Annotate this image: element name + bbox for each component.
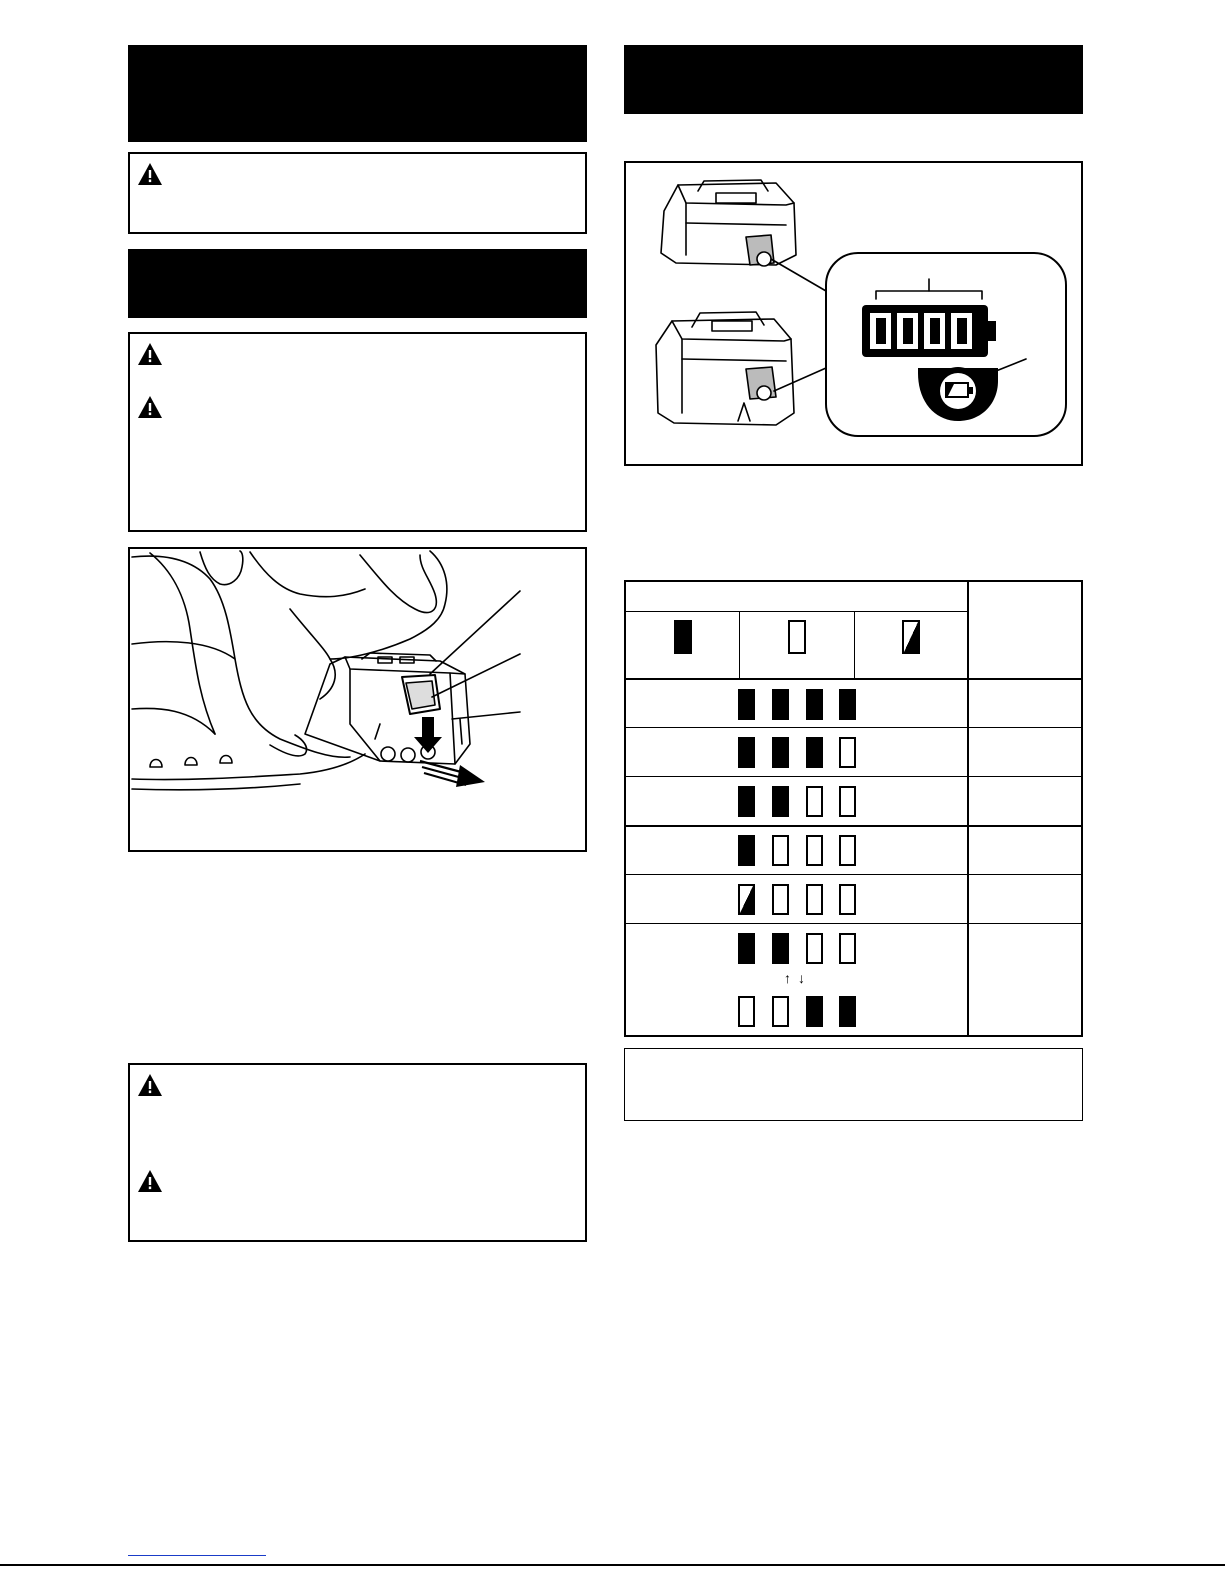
indicator-lamp (772, 737, 789, 768)
table-divider (739, 611, 740, 679)
section-header-band-2 (128, 249, 587, 318)
table-divider (854, 611, 855, 679)
indicator-lamp (738, 996, 755, 1027)
table-divider (626, 923, 1081, 924)
indicator-lamp (738, 786, 755, 817)
indicator-lamp (806, 933, 823, 964)
warning-triangle-icon (137, 395, 163, 419)
indicator-lamp (806, 996, 823, 1027)
warning-triangle-icon (137, 162, 163, 186)
indicator-lamp (839, 835, 856, 866)
lamp-blinking-icon (902, 620, 920, 654)
battery-indicator-illustration (626, 163, 1081, 464)
arrow-up-icon: ↑ (784, 970, 791, 986)
indicator-table (624, 580, 1083, 1037)
indicator-lamp (738, 933, 755, 964)
battery-install-figure (128, 547, 587, 852)
warning-box-3 (128, 1063, 587, 1242)
section-header-band-3 (624, 45, 1083, 114)
indicator-lamp (839, 884, 856, 915)
indicator-lamp (772, 689, 789, 720)
table-divider (626, 678, 1081, 680)
arrow-down-icon: ↓ (798, 970, 805, 986)
indicator-lamp (806, 835, 823, 866)
indicator-lamp (839, 933, 856, 964)
indicator-lamp (839, 737, 856, 768)
table-divider (626, 825, 1081, 827)
indicator-lamp (806, 884, 823, 915)
warning-box-2 (128, 332, 587, 532)
indicator-lamp (839, 996, 856, 1027)
table-divider (626, 874, 1081, 875)
footer-rule (0, 1564, 1225, 1566)
indicator-lamp (772, 933, 789, 964)
indicator-lamp (806, 786, 823, 817)
section-header-band-1 (128, 45, 587, 142)
warning-box-1 (128, 152, 587, 234)
battery-indicator-figure (624, 161, 1083, 466)
table-divider (967, 582, 969, 1035)
indicator-lamp (772, 786, 789, 817)
table-divider (626, 611, 968, 612)
indicator-lamp (738, 737, 755, 768)
footer-link-underline[interactable] (128, 1555, 266, 1556)
indicator-lamp (772, 884, 789, 915)
indicator-lamp (772, 835, 789, 866)
tool-battery-illustration (130, 549, 585, 850)
indicator-lamp (806, 689, 823, 720)
indicator-lamp (772, 996, 789, 1027)
table-divider (626, 727, 1081, 728)
note-box (624, 1048, 1083, 1121)
indicator-lamp (839, 786, 856, 817)
warning-triangle-icon (137, 1073, 163, 1097)
warning-triangle-icon (137, 1169, 163, 1193)
indicator-lamp (738, 835, 755, 866)
indicator-lamp (738, 689, 755, 720)
indicator-lamp (839, 689, 856, 720)
warning-triangle-icon (137, 342, 163, 366)
indicator-lamp (738, 884, 755, 915)
indicator-lamp (806, 737, 823, 768)
lamp-lighted-icon (674, 620, 692, 654)
table-divider (626, 776, 1081, 777)
lamp-off-icon (788, 620, 806, 654)
